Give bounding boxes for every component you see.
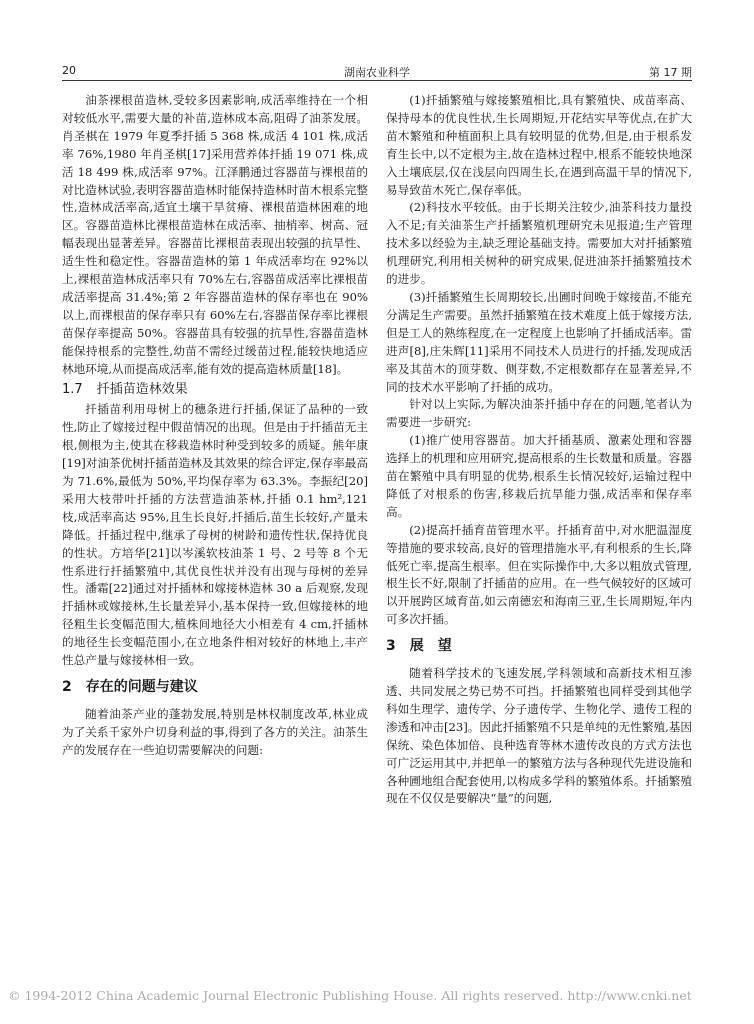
left-column [62,92,368,962]
section-heading-2 [62,679,368,697]
section-number: 3 [386,638,396,655]
section-title: 存在的问题与建议 [85,679,198,695]
page-header [62,62,692,80]
section-number: 1.7 [62,381,83,397]
page-number: 20 [62,64,76,77]
journal-title: 湖南农业科学 [344,66,410,79]
paragraph: 针对以上实际,为解决油茶扦插中存在的问题,笔者认为需要进一步研究: [386,397,692,430]
paragraph: 扦插苗利用母树上的穗条进行扦插,保证了品种的一致性,防止了嫁接过程中假苗情况的出现。但是由于扦插苗无主根,侧根为主,使其在移栽造林时种受到较多的质疑。熊年康[19]对油茶优树扦插苗造林及其效果的综合评定,保存率最高为 71.6%,最低为 50%,平均保存率为 63.3%。李振纪[20]采用大枝带叶扦插的方法营造油茶林,扦插 0.1 hm²,121 枝,成活率高达 95%,且生长良好,扦插后,苗生长较好,产量未降低。扦插过程中,继承了母树的树龄和遗传性状,保持优良的性状。方培华[21]以岑溪软枝油茶 1 号、2 号等 8 个无性系进行扦插繁殖中,其优良性状并没有出现与母树的差异性。潘霜[22]通过对扦插林和嫁接林造林 30 a 后观察,发现扦插林或嫁接林,生长量差异小,基本保持一致,但嫁接林的地径粗生长变幅范围大,植株间地径大小相差有 4 cm,扦插林的地径生长变幅范围小,在立地条件相对较好的林地上,丰产性总产量与嫁接林相一致。 [62,402,368,668]
section-title: 扦插苗造林效果 [96,381,188,397]
paragraph: 随着科学技术的飞速发展,学科领域和高新技术相互渗透、共同发展之势已势不可挡。扦插繁殖也同样受到其他学科如生理学、遗传学、分子遗传学、生物化学、遗传工程的渗透和冲击[23]。因此扦插繁殖不只是单纯的无性繁殖,基因保统、染色体加倍、良种选育等林木遗传改良的方式方法也可广泛运用其中,并把单一的繁殖方法与各种现代先进设施和各种圃地组合配套使用,以构成多学科的繁殖体系。扦插繁殖现在不仅仅是要解决“量”的问题, [386,666,692,806]
header-rule [62,80,692,81]
paragraph: 油茶裸根苗造林,受较多因素影响,成活率维持在一个相对较低水平,需要大量的补苗,造林成本高,阻碍了油茶发展。肖圣棋在 1979 年夏季扦插 5 368 株,成活 4 101 株,成活率 76%,1980 年肖圣棋[17]采用营养体扦插 19 071 株,成活 18 499 株,成活率 97%。江泽鹏通过容器苗与裸根苗的对比造林试验,表明容器苗造林时能保持造林时苗木根系完整性,造林成活率高,适宜土壤干旱贫瘠、裸根苗造林困难的地区。容器苗造林比裸根苗造林在成活率、抽梢率、树高、冠幅表现出显著差异。容器苗比裸根苗表现出较强的抗旱性、适生性和稳定性。容器苗造林的第 1 年成活率均在 92%以上,裸根苗造林成活率只有 70%左右,容器苗成活率比裸根苗成活率提高 31.4%;第 2 年容器苗造林的保存率也在 90%以上,而裸根苗的保存率只有 60%左右,容器苗保存率比裸根苗保存率提高 50%。容器苗具有较强的抗旱性,容器苗造林能保持根系的完整性,幼苗不需经过缓苗过程,能较快地适应林地环境,从而提高成活率,能有效的提高造林质量[18]。 [62,93,368,376]
paragraph: (1)扦插繁殖与嫁接繁殖相比,具有繁殖快、成苗率高、保持母本的优良性状,生长周期短,开花结实早等优点,在扩大苗木繁殖和种植面积上具有较明显的优势,但是,由于根系发育生长中,以不定根为主,故在造林过程中,根系不能较快地深入土壤底层,仅在浅层向四周生长,在遇到高温干旱的情况下,易导致苗木死亡,保存率低。 [386,93,692,197]
paragraph: (2)提高扦插育苗管理水平。扦插育苗中,对水肥温湿度等措施的要求较高,良好的管理措施水平,有利根系的生长,降低死亡率,提高生根率。但在实际操作中,大多以粗放式管理,根生长不好,限制了扦插苗的应用。在一些气候较好的区域可以开展跨区域育苗,如云南德宏和海南三亚,生长周期短,年内可多次扦插。 [386,522,692,627]
paragraph: (2)科技水平较低。由于长期关注较少,油茶科技力量投入不足;有关油茶生产扦插繁殖机理研究未见报道;生产管理技术多以经验为主,缺乏理论基础支持。需要加大对扦插繁殖机理研究,利用相关树种的研究成果,促进油茶扦插繁殖技术的进步。 [386,200,692,287]
right-column [386,92,692,962]
paragraph: (1)推广使用容器苗。加大扦插基质、激素处理和容器选择上的机理和应用研究,提高根系的生长数量和质量。容器苗在繁殖中具有明显的优势,根系生长情况较好,运输过程中降低了对根系的伤害,移栽后抗旱能力强,成活率和保存率高。 [386,433,692,519]
issue-number: 第 17 期 [649,66,692,79]
section-number: 2 [62,679,72,695]
section-heading-3 [386,638,692,656]
copyright-footer: © 1994-2012 China Academic Journal Electronic Publishing House. All rights reserved. http://www.cnki.net [8,988,692,1003]
section-heading-1-7 [62,381,368,399]
section-title: 展 望 [409,638,452,655]
paragraph: (3)扦插繁殖生长周期较长,出圃时间晚于嫁接苗,不能充分满足生产需要。虽然扦插繁殖在技术难度上低于嫁接方法,但是工人的熟练程度,在一定程度上也影响了扦插成活率。雷进声[8],庄朱辉[11]采用不同技术人员进行的扦插,发现成活率及其苗木的顶芽数、侧芽数,不定根数都存在显著差异,不同的技术水平影响了扦插的成功。 [386,289,692,394]
paragraph: 随着油茶产业的蓬勃发展,特别是林权制度改革,林业成为了关系千家外户切身利益的事,得到了各方的关注。油茶生产的发展存在一些迫切需要解决的问题: [62,706,368,757]
